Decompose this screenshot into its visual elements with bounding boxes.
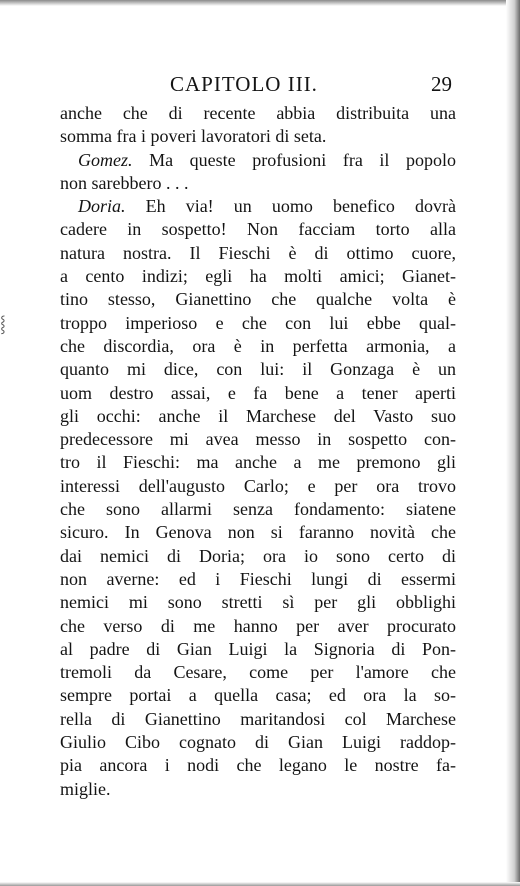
text-line [60,451,456,474]
text-line [60,778,456,801]
text-line [60,708,456,731]
line-text: non averne: ed i Fieschi lungi di essermi [60,568,456,589]
line-text: sicuro. In Genova non si faranno novità che [60,522,456,543]
line-text: Eh via! un uomo benefico dovrà [145,196,456,217]
line-text: tremoli da Cesare, come per l'amore che [60,662,456,683]
page-edge-bottom [0,882,520,886]
text-line [60,242,456,265]
line-text: Ma queste profusioni fra il popolo [149,149,456,170]
line-text: somma fra i poveri lavoratori di seta. [60,126,327,147]
line-text: miglie. [60,778,111,799]
text-line [60,335,456,358]
text-line [60,265,456,288]
line-text: al padre di Gian Luigi la Signoria di Pon- [60,638,456,659]
text-line [60,475,456,498]
text-line [60,149,456,172]
page-edge-top [0,0,520,6]
speaker-name: Doria. [78,196,126,217]
text-line [60,428,456,451]
line-text: tino stesso, Gianettino che qualche volta è [60,289,456,310]
line-text: che sono allarmi senza fondamento: siatene [60,499,456,520]
line-text: nemici mi sono stretti sì per gli obblighi [60,592,456,613]
text-line [60,358,456,381]
text-line [60,125,456,148]
text-line [60,102,456,125]
line-text: uom destro assai, e fa bene a tener aperti [60,382,456,403]
text-line [60,545,456,568]
line-text: interessi dell'augusto Carlo; e per ora trovo [60,475,456,496]
line-text: dai nemici di Doria; ora io sono certo di [60,545,456,566]
page-header [60,72,452,102]
line-text: a cento indizi; egli ha molti amici; Gianet- [60,266,456,287]
body-text [60,102,456,801]
text-line [60,405,456,428]
line-text: non sarebbero . . . [60,172,189,193]
text-line [60,754,456,777]
line-text: che discordia, ora è in perfetta armonia, a [60,335,456,356]
text-line [60,195,456,218]
line-text: Giulio Cibo cognato di Gian Luigi raddop- [60,732,456,753]
running-head: CAPITOLO III. [170,72,318,96]
text-line [60,521,456,544]
line-text: predecessore mi avea messo in sospetto con- [60,429,456,450]
text-line [60,382,456,405]
text-line [60,288,456,311]
line-text: troppo imperioso e che con lui ebbe qual- [60,312,456,333]
line-text: anche che di recente abbia distribuita una [60,103,456,123]
text-line [60,312,456,335]
page-edge-right [506,0,520,886]
line-text: sempre portai a quella casa; ed ora la so- [60,685,456,706]
text-line [60,218,456,241]
text-line [60,684,456,707]
line-text: cadere in sospetto! Non facciam torto alla [60,219,456,240]
text-line [60,638,456,661]
line-text: natura nostra. Il Fieschi è di ottimo cuore, [60,242,456,263]
gutter-mark: ⸾ [0,316,6,333]
line-text: rella di Gianettino maritandosi col Marchese [60,708,456,729]
text-line [60,661,456,684]
text-line [60,498,456,521]
text-line [60,172,456,195]
text-line [60,731,456,754]
line-text: tro il Fieschi: ma anche a me premono gli [60,452,456,473]
page-number: 29 [431,72,452,96]
line-text: che verso di me hanno per aver procurato [60,615,456,636]
text-line [60,591,456,614]
text-line [60,568,456,591]
text-line [60,615,456,638]
line-text: quanto mi dice, con lui: il Gonzaga è un [60,359,456,380]
line-text: gli occhi: anche il Marchese del Vasto suo [60,405,456,426]
line-text: pia ancora i nodi che legano le nostre fa- [60,755,456,776]
speaker-name: Gomez. [78,149,133,170]
